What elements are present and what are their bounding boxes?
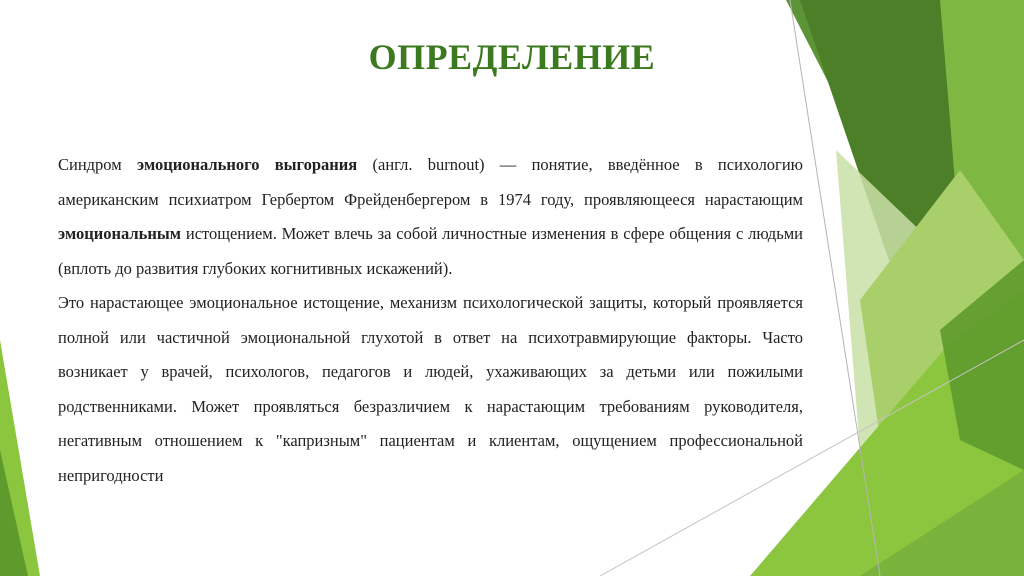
para1-bold-1: эмоционального выгорания [136, 155, 358, 174]
definition-paragraph-2: Это нарастающее эмоциональное истощение, механизм психологической защиты, который проявляется полной или частичной эмоциональной глухотой в ответ на психотравмирующие факторы. Часто возникает у врачей, психологов, педагогов и людей, ухаживающих за детьми или пожилыми родственниками. Может проявляться безразличием к нарастающим требованиям руководителя, негативным отношением к "капризным" пациентам и клиентам, ощущением профессиональной непригодности [58, 293, 803, 485]
para1-text-2: (англ. burnout) — понятие, введённое в психологию американским психиатром Гербертом Фрейденбергером в 1974 году, проявляющееся нарастающим [58, 155, 803, 209]
para1-text-3: истощением. Может влечь за собой личностные изменения в сфере общения с людьми (вплоть до развития глубоких когнитивных искажений). [58, 224, 803, 278]
definition-body [58, 148, 803, 493]
para1-bold-2: эмоциональным [58, 224, 182, 243]
para1-text-1: Синдром [58, 155, 137, 174]
definition-paragraph-1 [58, 148, 803, 286]
slide-title: ОПРЕДЕЛЕНИЕ [368, 37, 656, 77]
